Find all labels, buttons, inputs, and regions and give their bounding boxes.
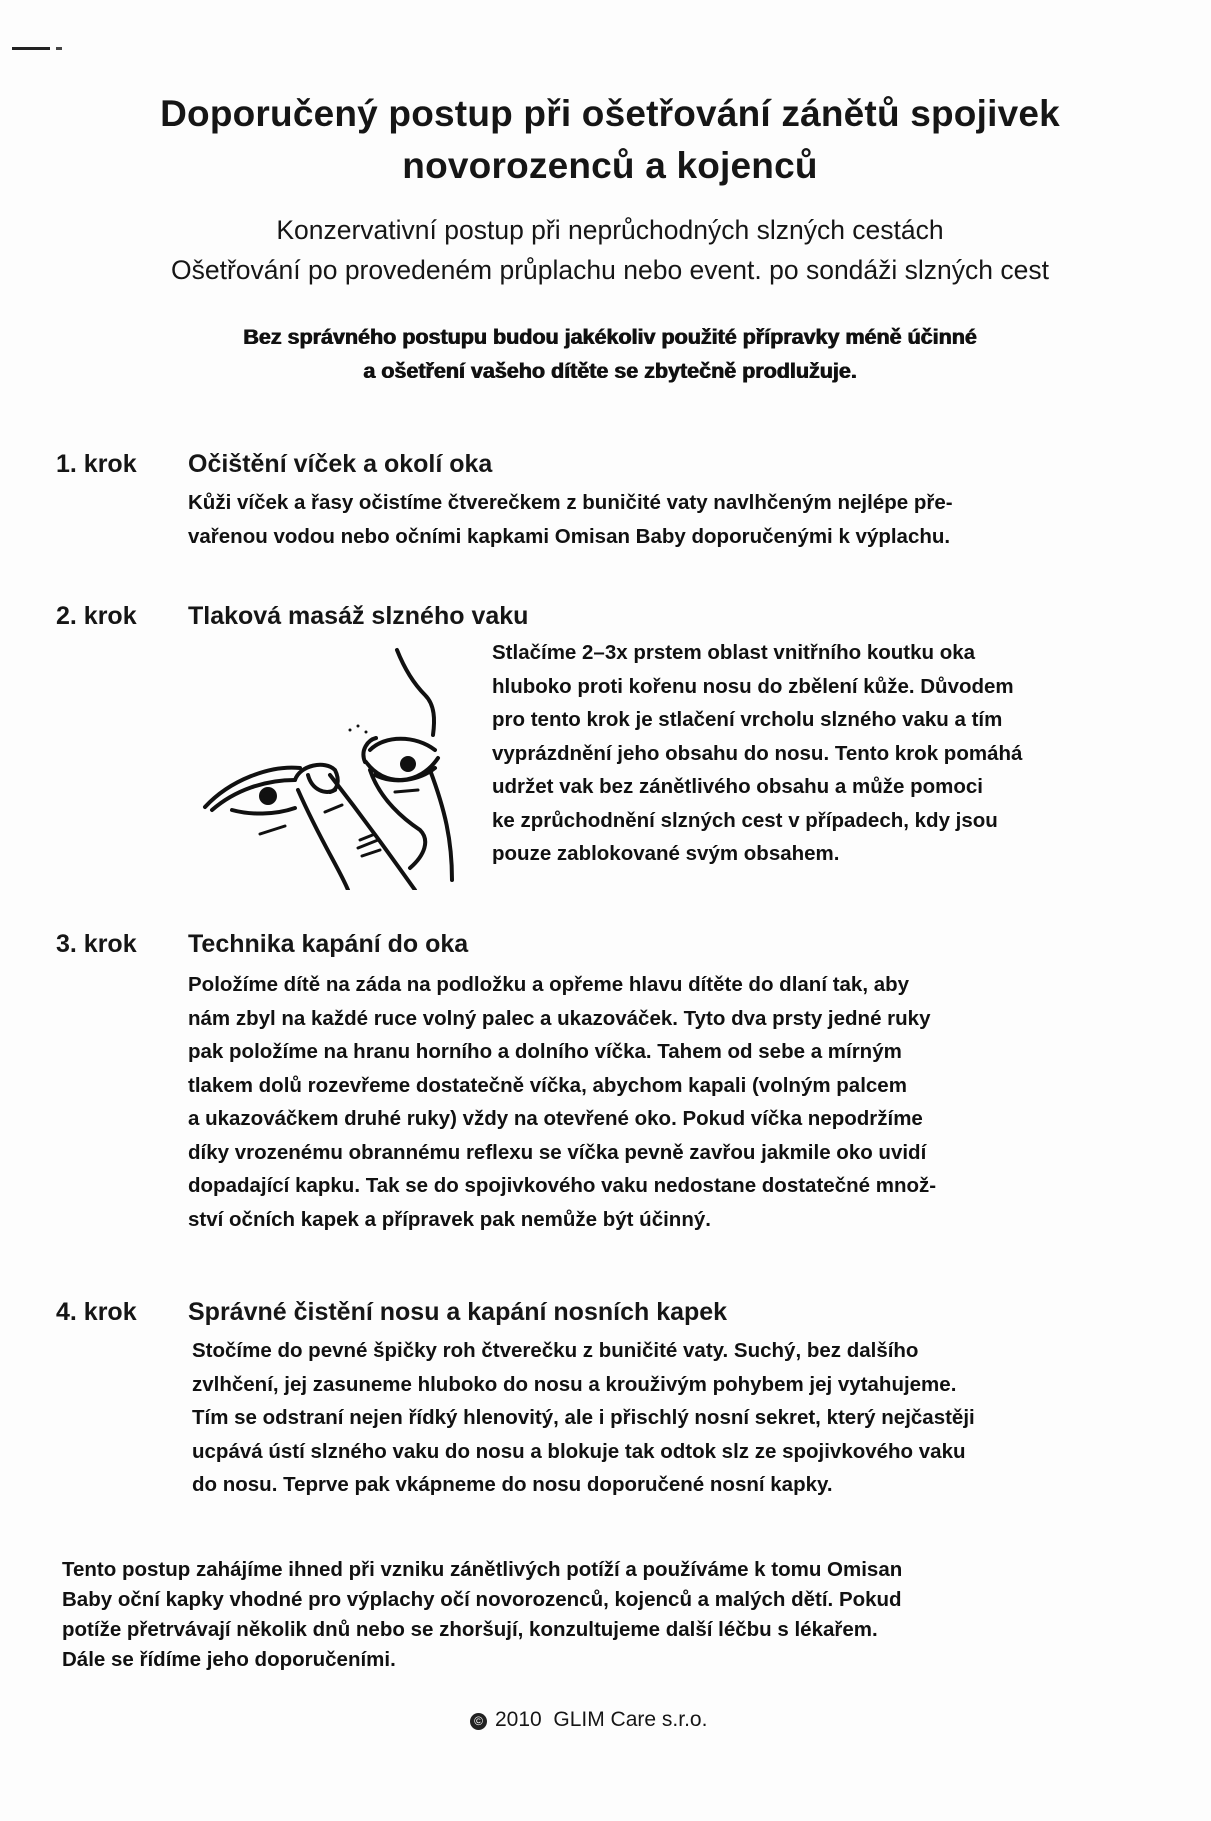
left-eye-lash — [260, 826, 285, 834]
copyright-notice — [470, 1708, 707, 1732]
step-4-body-line: do nosu. Teprve pak vkápneme do nosu doporučené nosní kapky. — [192, 1473, 833, 1496]
step-2-body — [492, 636, 1152, 871]
hand-contour — [370, 770, 425, 868]
right-eye-pupil — [402, 758, 414, 770]
closing-paragraph — [62, 1555, 1172, 1675]
step-4-body-line: zvlhčení, jej zasuneme hluboko do nosu a krouživým pohybem jej vytahujeme. — [192, 1372, 957, 1396]
subtitle-line: Ošetřování po provedeném průplachu nebo event. po sondáži slzných cest — [171, 255, 1049, 285]
step-2-body-line: Stlačíme 2–3x prstem oblast vnitřního koutku oka — [492, 641, 976, 664]
scan-artifact — [12, 47, 50, 50]
warning-line: Bez správného postupu budou jakékoliv použité přípravky méně účinné — [243, 325, 977, 349]
step-3-label: 3. krok — [56, 930, 137, 958]
left-eye-lower — [232, 808, 295, 814]
face-contour — [430, 770, 452, 880]
left-eye-upper — [212, 780, 295, 810]
step-3-body-line: nám zbyl na každé ruce volný palec a ukazováček. Tyto dva prsty jedné ruky — [188, 1006, 931, 1030]
left-eye-pupil — [261, 789, 275, 803]
closing-line: Tento postup zahájíme ihned při vzniku zánětlivých potíží a používáme k tomu Omisan — [62, 1558, 903, 1581]
warning-notice — [70, 320, 1150, 388]
step-2-body-line: pro tento krok je stlačení vrcholu slzného vaku a tím — [492, 708, 1003, 731]
right-eye-lash — [395, 790, 418, 792]
step-2-body-line: udržet vak bez zánětlivého obsahu a může pomoci — [492, 775, 983, 798]
step-2-body-line: hluboko proti kořenu nosu do zbělení kůže. Důvodem — [492, 674, 1014, 698]
step-4-body-line: ucpává ústí slzného vaku do nosu a blokuje tak odtok slz ze spojivkového vaku — [192, 1439, 966, 1463]
step-4-body-line: Tím se odstraní nejen řídký hlenovitý, ale i přischlý nosní sekret, který nejčastěji — [192, 1406, 975, 1429]
step-1-title: Očištění víček a okolí oka — [188, 450, 493, 478]
step-3-body-line: Položíme dítě na záda na podložku a opřeme hlavu dítěte do dlaní tak, aby — [188, 973, 910, 996]
step-4-title: Správné čistění nosu a kapání nosních kapek — [188, 1298, 728, 1326]
subtitle-line: Konzervativní postup při neprůchodných slzných cestách — [276, 215, 944, 245]
warning-line: a ošetření vašeho dítěte se zbytečně prodlužuje. — [363, 359, 857, 383]
copyright-text: 2010 GLIM Care s.r.o. — [495, 1708, 708, 1731]
title-line: Doporučený postup při ošetřování zánětů spojivek — [160, 93, 1060, 134]
document-subtitle — [40, 210, 1180, 290]
step-3-body-line: pak položíme na hranu horního a dolního víčka. Tahem od sebe a mírným — [188, 1040, 902, 1063]
step-2-body-line: pouze zablokované svým obsahem. — [492, 842, 840, 865]
closing-line: potíže přetrvávají několik dnů nebo se zhoršují, konzultujeme další léčbu s lékařem. — [62, 1618, 878, 1641]
step-4-label: 4. krok — [56, 1298, 137, 1326]
document-title — [40, 88, 1180, 192]
step-3-body-line: dopadající kapku. Tak se do spojivkového vaku nedostane dostatečné množ- — [188, 1174, 937, 1197]
step-3-body — [188, 968, 1188, 1236]
knuckle-line — [325, 805, 342, 812]
closing-line: Dále se řídíme jeho doporučeními. — [62, 1648, 396, 1671]
title-line: novorozenců a kojenců — [402, 145, 818, 186]
step-4-body-line: Stočíme do pevné špičky roh čtverečku z buničité vaty. Suchý, bez dalšího — [192, 1339, 919, 1362]
step-2-title: Tlaková masáž slzného vaku — [188, 602, 529, 630]
step-1-body-line: Kůži víček a řasy očistíme čtverečkem z buničité vaty navlhčeným nejlépe pře- — [188, 491, 953, 514]
step-2-body-line: vyprázdnění jeho obsahu do nosu. Tento krok pomáhá — [492, 741, 1023, 765]
step-1-body — [188, 486, 1148, 553]
step-2-label: 2. krok — [56, 602, 137, 630]
step-3-body-line: díky vrozenému obrannému reflexu se víčka pevně zavřou jakmile oko uvidí — [188, 1140, 927, 1164]
scan-artifact — [56, 47, 62, 50]
step-3-body-line: a ukazováčkem druhé ruky) vždy na otevřené oko. Pokud víčka nepodržíme — [188, 1107, 923, 1130]
eye-massage-illustration — [190, 640, 470, 890]
right-eye-lid — [370, 739, 435, 750]
step-2-body-line: ke zprůchodnění slzných cest v případech, kdy jsou — [492, 808, 998, 832]
closing-line: Baby oční kapky vhodné pro výplachy očí novorozenců, kojenců a malých dětí. Pokud — [62, 1588, 902, 1611]
step-3-title: Technika kapání do oka — [188, 930, 469, 958]
step-3-body-line: ství očních kapek a přípravek pak nemůže být účinný. — [188, 1207, 711, 1231]
step-4-body — [192, 1334, 1192, 1502]
step-1-label: 1. krok — [56, 450, 137, 478]
step-1-body-line: vařenou vodou nebo očními kapkami Omisan Baby doporučenými k výplachu. — [188, 524, 951, 548]
nose-line — [397, 650, 434, 735]
copyright-icon: © — [470, 1713, 487, 1730]
step-3-body-line: tlakem dolů rozevřeme dostatečně víčka, abychom kapali (volným palcem — [188, 1073, 907, 1097]
